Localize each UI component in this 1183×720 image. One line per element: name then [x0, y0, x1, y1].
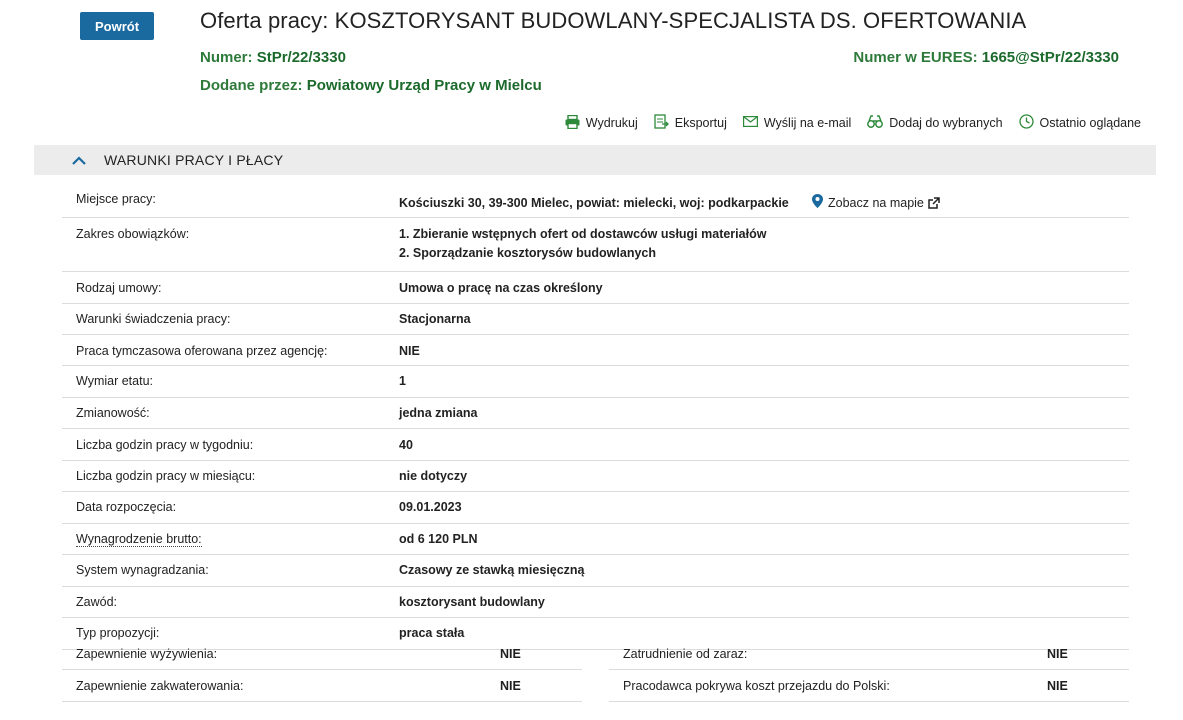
export-icon: [654, 114, 675, 132]
row-label: Warunki świadczenia pracy:: [76, 312, 231, 326]
row-label: Miejsce pracy:: [76, 192, 156, 206]
recent-label: Ostatnio oglądane: [1039, 116, 1141, 130]
eures-number-value: 1665@StPr/22/3330: [981, 49, 1119, 66]
table-row: [62, 461, 1129, 492]
row-label: Pracodawca pokrywa koszt przejazdu do Polski:: [623, 679, 890, 693]
favorite-action[interactable]: [867, 115, 1002, 131]
row-value: [399, 225, 766, 263]
clock-icon: [1019, 114, 1040, 132]
recent-action[interactable]: [1019, 114, 1141, 132]
favorite-label: Dodaj do wybranych: [889, 116, 1003, 130]
row-label: Liczba godzin pracy w miesiącu:: [76, 469, 256, 483]
table-row: [62, 670, 582, 702]
back-button[interactable]: Powrót: [80, 12, 154, 40]
row-label: Zapewnienie wyżywienia:: [76, 647, 218, 661]
table-row: [62, 524, 1129, 555]
row-value: Stacjonarna: [399, 312, 471, 326]
row-label: Zmianowość:: [76, 406, 150, 420]
email-action[interactable]: [743, 116, 851, 130]
row-label: Wymiar etatu:: [76, 374, 153, 388]
row-value: jedna zmiana: [399, 406, 478, 420]
table-row: [62, 398, 1129, 429]
row-value: 09.01.2023: [399, 500, 462, 514]
row-value: kosztorysant budowlany: [399, 595, 545, 609]
page-title: Oferta pracy: KOSZTORYSANT BUDOWLANY-SPECJALISTA DS. OFERTOWANIA: [200, 8, 1027, 33]
row-label: Rodzaj umowy:: [76, 281, 162, 295]
duty-item: 2. Sporządzanie kosztorysów budowlanych: [399, 246, 656, 260]
binoculars-icon: [867, 115, 889, 131]
action-bar: [549, 114, 1141, 132]
row-label: Data rozpoczęcia:: [76, 500, 177, 514]
chevron-up-icon[interactable]: [72, 156, 86, 165]
row-label: Zakres obowiązków:: [76, 227, 190, 241]
section-title: WARUNKI PRACY I PŁACY: [104, 152, 284, 168]
row-value: 1: [399, 374, 406, 388]
row-label: Zatrudnienie od zaraz:: [623, 647, 748, 661]
print-action[interactable]: [565, 115, 638, 132]
row-value: NIE: [1047, 679, 1068, 693]
row-label: System wynagradzania:: [76, 563, 209, 577]
row-label: Praca tymczasowa oferowana przez agencję:: [76, 344, 328, 358]
export-action[interactable]: [654, 114, 727, 132]
eures-number: [853, 49, 1119, 66]
table-row: [609, 639, 1129, 670]
row-label: Liczba godzin pracy w tygodniu:: [76, 438, 254, 452]
added-by-value: Powiatowy Urząd Pracy w Mielcu: [306, 77, 542, 94]
printer-icon: [565, 115, 586, 132]
print-label: Wydrukuj: [585, 116, 638, 130]
offer-number-label: Numer:: [200, 49, 253, 66]
table-row: [62, 304, 1129, 335]
duty-item: 1. Zbieranie wstępnych ofert od dostawców usługi materiałów: [399, 227, 767, 241]
eures-number-label: Numer w EURES:: [853, 49, 978, 66]
table-row: [62, 555, 1129, 587]
row-value: NIE: [500, 679, 521, 693]
section-header-work-conditions[interactable]: [34, 145, 1156, 175]
row-value: 40: [399, 438, 413, 452]
row-value: od 6 120 PLN: [399, 532, 478, 546]
table-row: [62, 185, 1129, 218]
table-row: [62, 639, 582, 670]
row-value: NIE: [399, 344, 420, 358]
added-by-label: Dodane przez:: [200, 77, 303, 94]
row-value: praca stała: [399, 626, 465, 640]
export-label: Eksportuj: [674, 116, 727, 130]
email-label: Wyślij na e-mail: [763, 116, 852, 130]
row-label: Zapewnienie zakwaterowania:: [76, 679, 244, 693]
row-value: Kościuszki 30, 39-300 Mielec, powiat: mielecki, woj: podkarpackie: [399, 196, 789, 210]
table-row: [62, 335, 1129, 366]
row-value: nie dotyczy: [399, 469, 468, 483]
row-label: Typ propozycji:: [76, 626, 160, 640]
table-row: [62, 587, 1129, 618]
map-pin-icon: [812, 194, 828, 211]
table-row: [609, 670, 1129, 702]
row-value: Czasowy ze stawką miesięczną: [399, 563, 585, 577]
row-label: Zawód:: [76, 595, 117, 609]
added-by: [200, 77, 542, 94]
table-row: [62, 492, 1129, 524]
table-row: [62, 272, 1129, 304]
row-value: Umowa o pracę na czas określony: [399, 281, 603, 295]
map-link-label: Zobacz na mapie: [828, 195, 924, 210]
offer-number-value: StPr/22/3330: [256, 49, 346, 66]
table-row: [62, 366, 1129, 398]
table-row: [62, 218, 1129, 272]
map-link[interactable]: [812, 194, 945, 211]
row-value: NIE: [1047, 647, 1068, 661]
external-link-icon: [928, 197, 945, 209]
conditions-table: [62, 185, 1129, 650]
salary-tooltip-label[interactable]: Wynagrodzenie brutto:: [76, 532, 202, 546]
table-row: [62, 429, 1129, 461]
row-value: NIE: [500, 647, 521, 661]
offer-number: [200, 49, 346, 66]
envelope-icon: [743, 116, 764, 130]
